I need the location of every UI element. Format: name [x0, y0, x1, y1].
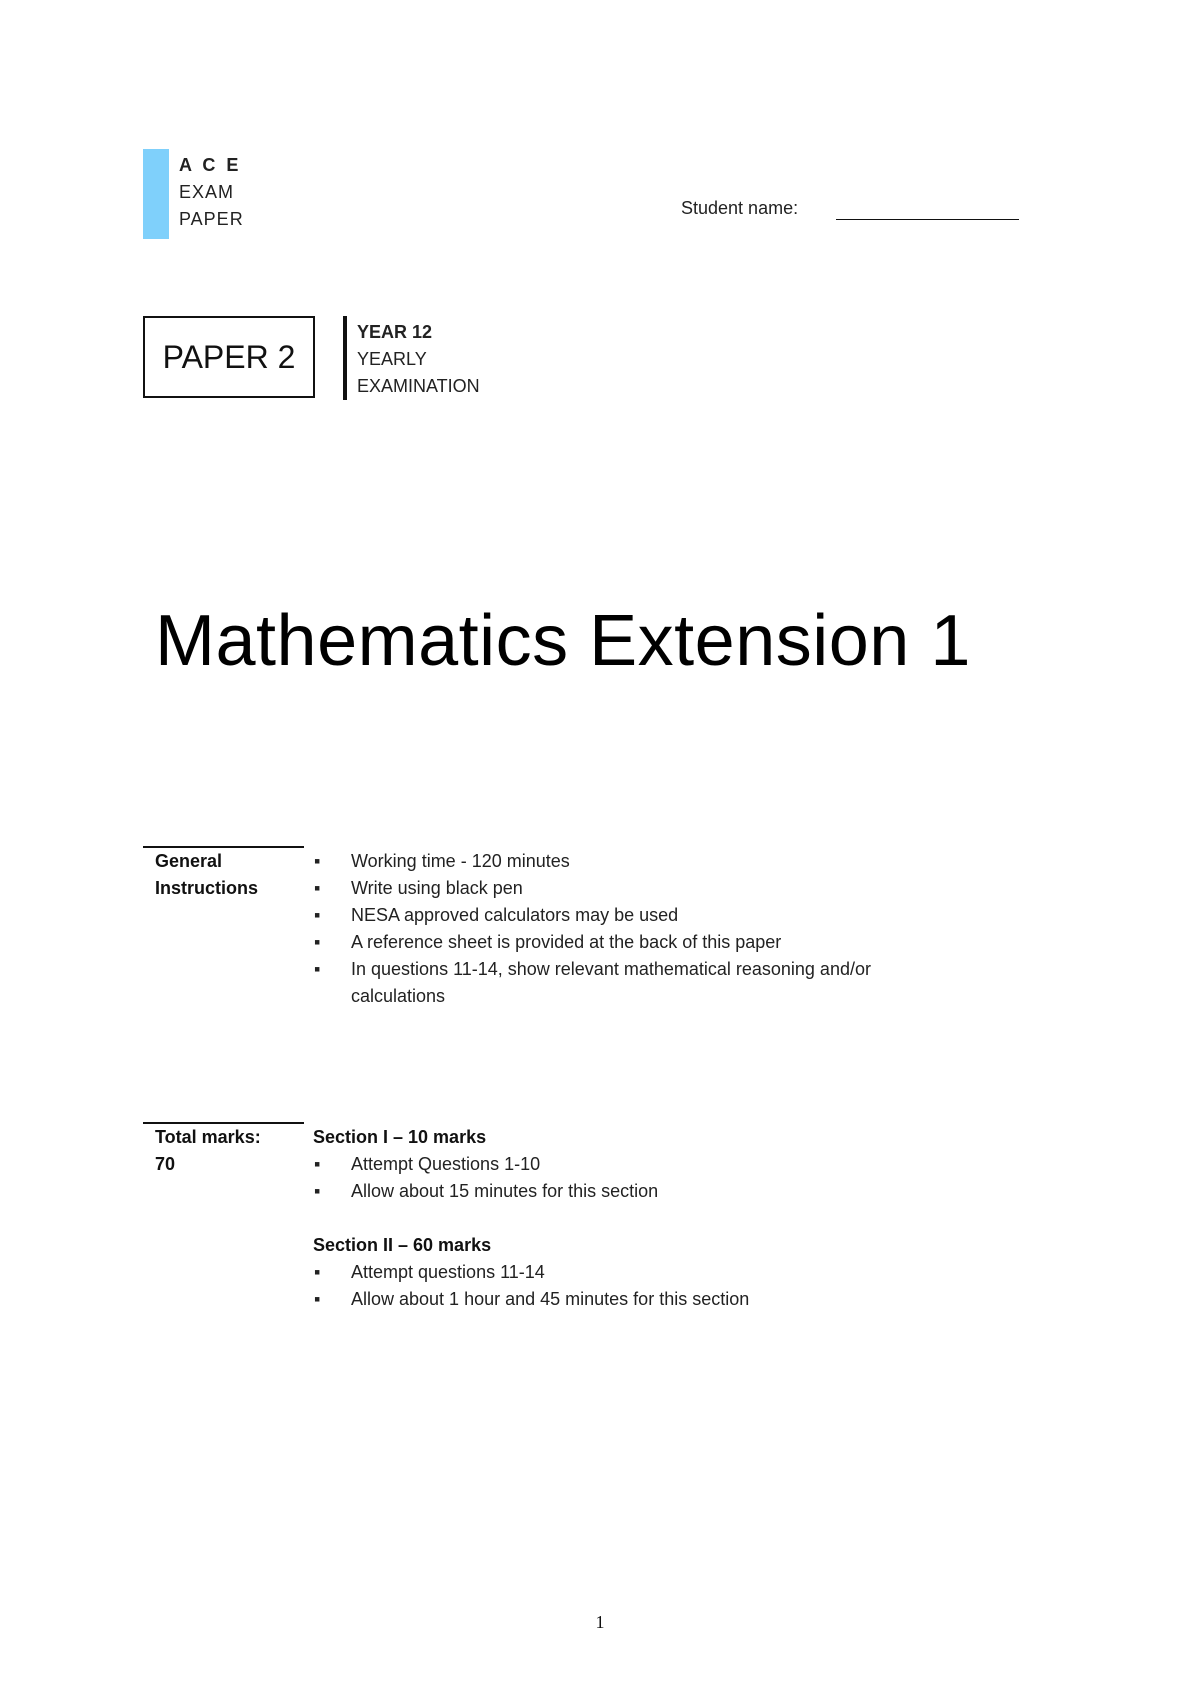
- total-marks-label: [155, 1124, 261, 1178]
- logo-line-2: EXAM: [179, 182, 235, 202]
- section-1-heading: Section I – 10 marks: [313, 1127, 487, 1147]
- year-level: YEAR 12: [357, 322, 433, 342]
- student-name-line: [836, 219, 1019, 220]
- bullet-icon: ▪: [314, 905, 321, 925]
- logo-line-3: PAPER: [179, 209, 244, 229]
- year-divider: [343, 316, 347, 400]
- list-item: ▪ A reference sheet is provided at the back of this paper: [313, 929, 993, 956]
- list-item: ▪ NESA approved calculators may be used: [313, 902, 993, 929]
- total-marks-value: 70: [155, 1154, 176, 1174]
- bullet-icon: ▪: [314, 851, 321, 871]
- bullet-icon: ▪: [314, 1262, 321, 1282]
- page-title: Mathematics Extension 1: [155, 601, 971, 681]
- list-item: ▪ Attempt Questions 1-10: [313, 1151, 993, 1178]
- logo-accent-bar: [143, 149, 169, 239]
- general-instructions-label: [155, 848, 258, 902]
- general-label-line-1: General: [155, 851, 223, 871]
- paper-number-box: [143, 316, 315, 398]
- student-name-label: Student name:: [681, 198, 799, 218]
- bullet-icon: ▪: [314, 1289, 321, 1309]
- list-item: ▪ In questions 11-14, show relevant mathematical reasoning and/or calculations: [313, 956, 951, 1010]
- logo-line-1: A C E: [179, 155, 242, 175]
- exam-type: [357, 319, 480, 400]
- bullet-icon: ▪: [314, 959, 321, 979]
- list-item: ▪ Allow about 1 hour and 45 minutes for this section: [313, 1286, 993, 1313]
- list-item: ▪ Write using black pen: [313, 875, 993, 902]
- total-marks-label-text: Total marks:: [155, 1127, 261, 1147]
- bullet-icon: ▪: [314, 1181, 321, 1201]
- general-instructions-list: [313, 848, 993, 1010]
- ace-logo: [179, 152, 244, 233]
- exam-type-line-2: EXAMINATION: [357, 376, 480, 396]
- bullet-icon: ▪: [314, 1154, 321, 1174]
- list-item: ▪ Allow about 15 minutes for this section: [313, 1178, 993, 1205]
- list-item: ▪ Attempt questions 11-14: [313, 1259, 993, 1286]
- bullet-icon: ▪: [314, 932, 321, 952]
- list-item: ▪ Working time - 120 minutes: [313, 848, 993, 875]
- section-1-list: [313, 1151, 993, 1205]
- bullet-icon: ▪: [314, 878, 321, 898]
- page-number: 1: [595, 1612, 605, 1632]
- section-2-heading: Section II – 60 marks: [313, 1235, 492, 1255]
- paper-number: PAPER 2: [162, 338, 296, 375]
- section-2-list: [313, 1259, 993, 1313]
- general-label-line-2: Instructions: [155, 878, 259, 898]
- exam-type-line-1: YEARLY: [357, 349, 427, 369]
